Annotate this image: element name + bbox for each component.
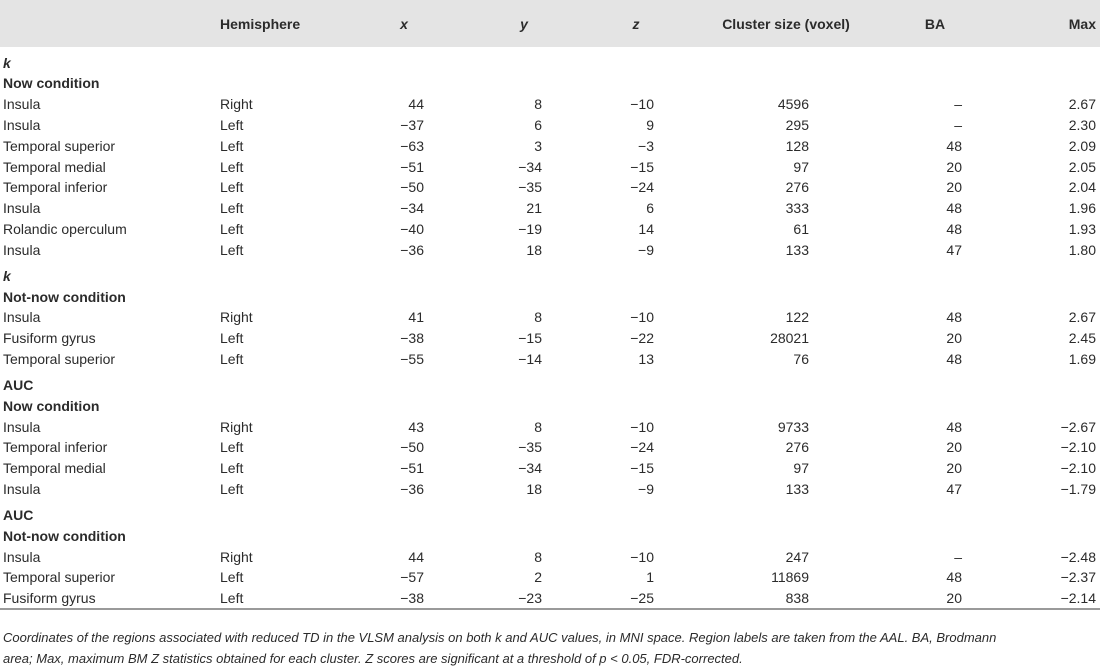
cell-x: −38 bbox=[400, 330, 424, 347]
cell-hemisphere: Left bbox=[220, 460, 244, 477]
cell-ba: 20 bbox=[946, 179, 962, 196]
cell-z: −10 bbox=[630, 418, 654, 435]
cell-z: −15 bbox=[630, 460, 654, 477]
cell-hemisphere: Left bbox=[220, 588, 340, 609]
cell-hemisphere: Right bbox=[220, 548, 253, 565]
cell-y: 8 bbox=[534, 548, 542, 565]
cell-x: −36 bbox=[400, 480, 424, 497]
cell-region: Temporal inferior bbox=[3, 179, 108, 196]
cell-max: 2.67 bbox=[1068, 96, 1096, 113]
cell-region: Insula bbox=[3, 480, 41, 497]
cell-hemisphere: Left bbox=[220, 241, 244, 258]
table-row bbox=[0, 115, 1100, 136]
header-y: y bbox=[520, 15, 528, 32]
section-condition-label: Not-now condition bbox=[3, 527, 126, 544]
cell-ba: 20 bbox=[880, 588, 990, 609]
cell-ba: 20 bbox=[946, 158, 962, 175]
cell-max: 1.80 bbox=[1068, 241, 1096, 258]
cell-max: 2.67 bbox=[1068, 309, 1096, 326]
cell-z: −24 bbox=[630, 179, 654, 196]
cell-z: −24 bbox=[630, 439, 654, 456]
cell-max: 2.45 bbox=[1068, 330, 1096, 347]
cell-z: −10 bbox=[630, 548, 654, 565]
table-header-row bbox=[0, 0, 1100, 47]
section-measure-row bbox=[0, 499, 1100, 525]
table-row bbox=[0, 349, 1100, 370]
cell-region: Fusiform gyrus bbox=[3, 330, 96, 347]
cell-cluster: 97 bbox=[793, 460, 809, 477]
cell-z: 1 bbox=[646, 569, 654, 586]
table-row bbox=[0, 307, 1100, 328]
cell-ba: 20 bbox=[946, 330, 962, 347]
cell-cluster: 97 bbox=[793, 158, 809, 175]
section-measure-label: k bbox=[3, 268, 11, 285]
cell-ba: 48 bbox=[946, 569, 962, 586]
cell-y: −15 bbox=[518, 330, 542, 347]
header-ba: BA bbox=[924, 15, 946, 32]
cell-z: −25 bbox=[580, 588, 692, 609]
cell-x: −57 bbox=[400, 569, 424, 586]
table-row bbox=[0, 588, 1100, 609]
cell-hemisphere: Left bbox=[220, 200, 244, 217]
table-row bbox=[0, 135, 1100, 156]
cell-max: −2.67 bbox=[1060, 418, 1096, 435]
cell-ba: 47 bbox=[946, 480, 962, 497]
cell-cluster: 9733 bbox=[777, 418, 809, 435]
cell-max: 2.30 bbox=[1068, 116, 1096, 133]
table-row bbox=[0, 567, 1100, 588]
cell-cluster: 133 bbox=[785, 241, 809, 258]
header-hemisphere: Hemisphere bbox=[220, 15, 301, 32]
table-row bbox=[0, 437, 1100, 458]
cell-ba: 48 bbox=[946, 137, 962, 154]
cell-x: 43 bbox=[408, 418, 424, 435]
cell-cluster: 276 bbox=[785, 439, 809, 456]
table-row bbox=[0, 546, 1100, 567]
table-row bbox=[0, 479, 1100, 500]
caption-line-2: area; Max, maximum BM Z statistics obtained for each cluster. Z scores are significant at a threshold of p < 0.05, FDR-corrected. bbox=[3, 651, 743, 666]
cell-z: 6 bbox=[646, 200, 654, 217]
cell-hemisphere: Left bbox=[220, 158, 244, 175]
cell-region: Insula bbox=[3, 241, 41, 258]
section-measure-row bbox=[0, 260, 1100, 286]
cell-region: Fusiform gyrus bbox=[0, 588, 220, 609]
section-measure-label: AUC bbox=[3, 507, 34, 524]
section-condition-row bbox=[0, 73, 1100, 94]
cell-z: −9 bbox=[638, 480, 654, 497]
cell-region: Insula bbox=[3, 116, 41, 133]
table-row bbox=[0, 94, 1100, 115]
caption-line-1: Coordinates of the regions associated with reduced TD in the VLSM analysis on both k and AUC values, in MNI space. Region labels are taken from the AAL. BA, Brodmann bbox=[3, 630, 997, 645]
table-row bbox=[0, 416, 1100, 437]
cell-ba: 20 bbox=[946, 439, 962, 456]
cell-z: −3 bbox=[638, 137, 654, 154]
table-caption bbox=[3, 627, 1097, 669]
cell-z: −22 bbox=[630, 330, 654, 347]
cell-region: Temporal inferior bbox=[3, 439, 108, 456]
cell-ba: – bbox=[954, 96, 962, 113]
table-row bbox=[0, 177, 1100, 198]
cell-z: −10 bbox=[630, 96, 654, 113]
cell-z: −15 bbox=[630, 158, 654, 175]
cell-hemisphere: Left bbox=[220, 116, 244, 133]
section-measure-row bbox=[0, 369, 1100, 395]
cell-hemisphere: Left bbox=[220, 137, 244, 154]
cell-z: 9 bbox=[646, 116, 654, 133]
cell-x: −34 bbox=[400, 200, 424, 217]
cell-cluster: 11869 bbox=[771, 569, 809, 586]
cell-hemisphere: Left bbox=[220, 330, 244, 347]
cell-hemisphere: Left bbox=[220, 179, 244, 196]
section-condition-row bbox=[0, 286, 1100, 307]
cell-x: −38 bbox=[340, 588, 468, 609]
cell-ba: 48 bbox=[946, 418, 962, 435]
cell-region: Insula bbox=[3, 418, 41, 435]
table-row bbox=[0, 458, 1100, 479]
section-condition-label: Not-now condition bbox=[3, 288, 126, 305]
cell-region: Insula bbox=[3, 309, 41, 326]
cell-cluster: 247 bbox=[785, 548, 809, 565]
cell-region: Temporal superior bbox=[3, 137, 116, 154]
cell-cluster: 76 bbox=[793, 350, 809, 367]
cell-region: Temporal medial bbox=[3, 158, 106, 175]
cell-x: −51 bbox=[400, 460, 424, 477]
cell-z: −10 bbox=[630, 309, 654, 326]
cell-hemisphere: Left bbox=[220, 220, 244, 237]
cell-x: −50 bbox=[400, 439, 424, 456]
cell-region: Temporal superior bbox=[3, 350, 116, 367]
cell-y: −34 bbox=[518, 158, 542, 175]
cell-cluster: 4596 bbox=[777, 96, 809, 113]
cell-x: −40 bbox=[400, 220, 424, 237]
cell-max: 2.05 bbox=[1068, 158, 1096, 175]
cell-ba: – bbox=[954, 548, 962, 565]
cell-y: −34 bbox=[518, 460, 542, 477]
section-measure-label: k bbox=[3, 55, 11, 71]
cell-max: −2.10 bbox=[1060, 460, 1096, 477]
cell-z: 13 bbox=[638, 350, 654, 367]
cell-region: Temporal medial bbox=[3, 460, 106, 477]
cell-ba: 48 bbox=[946, 200, 962, 217]
cell-ba: – bbox=[954, 116, 962, 133]
cell-cluster: 122 bbox=[785, 309, 809, 326]
table-row bbox=[0, 219, 1100, 240]
cell-x: −51 bbox=[400, 158, 424, 175]
cell-hemisphere: Left bbox=[220, 350, 244, 367]
cell-y: 6 bbox=[534, 116, 542, 133]
section-condition-label: Now condition bbox=[3, 75, 100, 92]
cell-hemisphere: Right bbox=[220, 96, 253, 113]
cell-cluster: 128 bbox=[785, 137, 809, 154]
table-row bbox=[0, 239, 1100, 260]
cell-ba: 48 bbox=[946, 350, 962, 367]
cell-max: 1.69 bbox=[1068, 350, 1096, 367]
header-max: Max bbox=[1068, 15, 1096, 32]
header-z: z bbox=[632, 15, 640, 32]
cell-y: −35 bbox=[518, 179, 542, 196]
cell-cluster: 133 bbox=[785, 480, 809, 497]
cell-ba: 48 bbox=[946, 309, 962, 326]
cell-x: −63 bbox=[400, 137, 424, 154]
cell-hemisphere: Right bbox=[220, 309, 253, 326]
section-measure-row bbox=[0, 47, 1100, 73]
cell-max: 1.93 bbox=[1068, 220, 1096, 237]
cell-ba: 20 bbox=[946, 460, 962, 477]
cell-region: Insula bbox=[3, 548, 41, 565]
cell-cluster: 28021 bbox=[770, 330, 809, 347]
cell-x: −36 bbox=[400, 241, 424, 258]
cell-y: −35 bbox=[518, 439, 542, 456]
cell-x: −55 bbox=[400, 350, 424, 367]
cell-region: Insula bbox=[3, 200, 41, 217]
cell-x: 44 bbox=[408, 96, 424, 113]
header-region bbox=[0, 0, 220, 47]
cell-max: −2.14 bbox=[990, 588, 1100, 609]
cell-cluster: 61 bbox=[793, 220, 809, 237]
cell-cluster: 838 bbox=[692, 588, 880, 609]
cell-y: −19 bbox=[518, 220, 542, 237]
cell-y: 3 bbox=[534, 137, 542, 154]
table-row bbox=[0, 328, 1100, 349]
cell-ba: 47 bbox=[946, 241, 962, 258]
section-condition-row bbox=[0, 395, 1100, 416]
cell-y: 8 bbox=[534, 418, 542, 435]
cell-cluster: 276 bbox=[785, 179, 809, 196]
table-row bbox=[0, 156, 1100, 177]
cell-region: Rolandic operculum bbox=[3, 220, 127, 237]
section-condition-row bbox=[0, 525, 1100, 546]
cell-cluster: 295 bbox=[785, 116, 809, 133]
cell-cluster: 333 bbox=[785, 200, 809, 217]
cell-y: 8 bbox=[534, 309, 542, 326]
cell-max: 2.04 bbox=[1068, 179, 1096, 196]
cell-ba: 48 bbox=[946, 220, 962, 237]
cell-y: −23 bbox=[468, 588, 580, 609]
cell-y: 18 bbox=[526, 480, 542, 497]
section-condition-label: Now condition bbox=[3, 397, 100, 414]
cell-y: 2 bbox=[534, 569, 542, 586]
cell-max: 1.96 bbox=[1068, 200, 1096, 217]
cell-hemisphere: Left bbox=[220, 569, 244, 586]
cell-x: −50 bbox=[400, 179, 424, 196]
cell-region: Temporal superior bbox=[3, 569, 116, 586]
header-x: x bbox=[400, 15, 408, 32]
cell-y: 8 bbox=[534, 96, 542, 113]
table-row bbox=[0, 198, 1100, 219]
cell-y: 18 bbox=[526, 241, 542, 258]
cell-max: −2.10 bbox=[1060, 439, 1096, 456]
cell-hemisphere: Right bbox=[220, 418, 253, 435]
cell-z: 14 bbox=[638, 220, 654, 237]
cell-max: −2.48 bbox=[1060, 548, 1096, 565]
cell-y: −14 bbox=[518, 350, 542, 367]
cell-hemisphere: Left bbox=[220, 480, 244, 497]
table-body bbox=[0, 47, 1100, 609]
cell-max: 2.09 bbox=[1068, 137, 1096, 154]
cell-region: Insula bbox=[3, 96, 41, 113]
cell-max: −2.37 bbox=[1060, 569, 1096, 586]
cell-x: 41 bbox=[408, 309, 424, 326]
cell-z: −9 bbox=[638, 241, 654, 258]
cell-hemisphere: Left bbox=[220, 439, 244, 456]
cell-x: 44 bbox=[408, 548, 424, 565]
section-measure-label: AUC bbox=[3, 377, 34, 394]
cell-x: −37 bbox=[400, 116, 424, 133]
cell-y: 21 bbox=[526, 200, 542, 217]
cell-max: −1.79 bbox=[1060, 480, 1096, 497]
header-cluster-size: Cluster size (voxel) bbox=[722, 15, 850, 32]
